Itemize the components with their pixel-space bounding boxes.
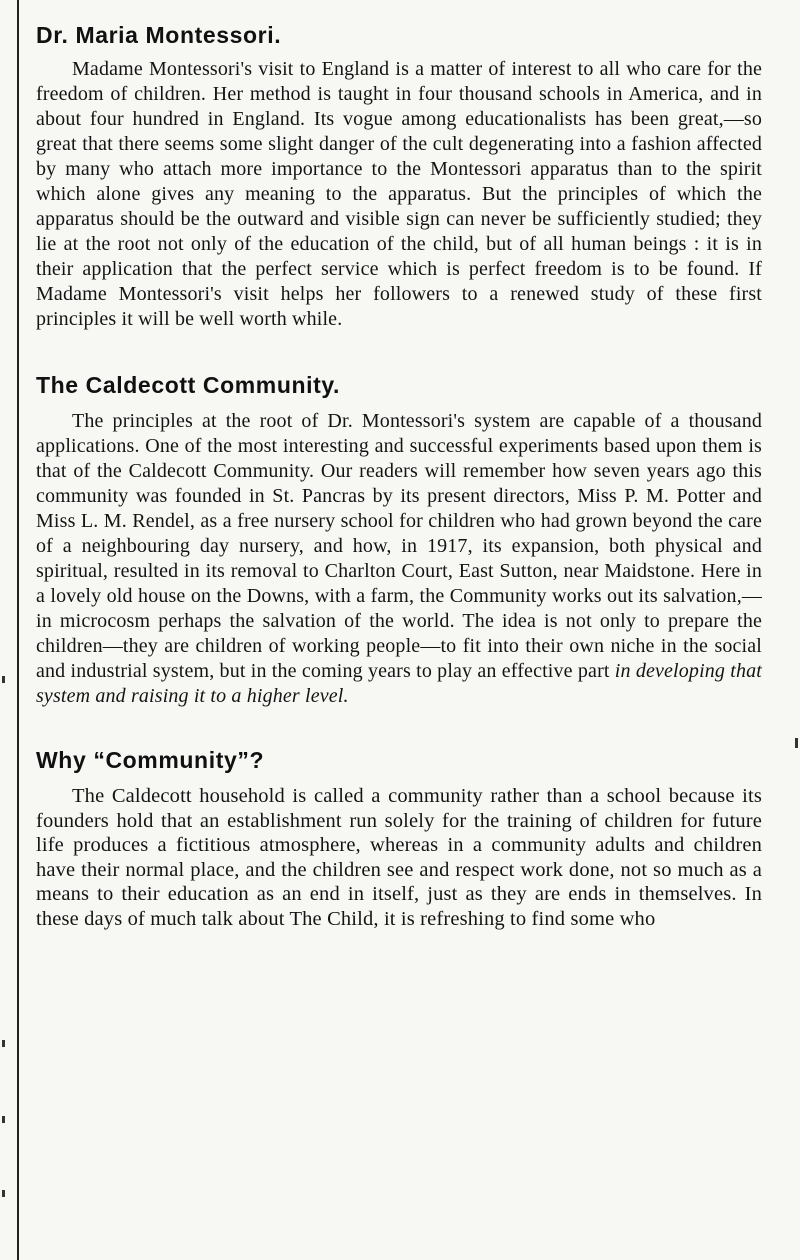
section-why-community [36, 747, 762, 932]
margin-mark [795, 738, 798, 748]
margin-mark [2, 1116, 5, 1123]
section-body: Madame Montessori's visit to England is a matter of interest to all who care for the freedom of children. Her method is taught in four thousand schools in America, and in about four hundred in England. Its vogue among educationalists has been great,—so great that there seems some slight danger of the cult degenerating into a fashion affected by many who attach more importance to the Montessori apparatus than to the spirit which alone gives any meaning to the apparatus. But the principles of which the apparatus should be the outward and visible sign can never be sufficiently studied; they lie at the root not only of the education of the child, but of all human beings : it is in their application that the perfect service which is perfect freedom is to be found. If Madame Montessori's visit helps her followers to a renewed study of these first principles it will be well worth while. [36, 58, 762, 330]
margin-mark [2, 1040, 5, 1047]
column-rule [17, 0, 19, 1260]
section-body: The Caldecott household is called a community rather than a school because its founders hold that an establishment run solely for the training of children for future life produces a fictitious atmosphere, whereas in a community adults and children have their normal place, and the children see and respect work done, not so much as a means to their education as an end in itself, just as they are ends in themselves. In these days of much talk about The Child, it is refreshing to find some who [36, 785, 762, 930]
section-heading: Dr. Maria Montessori. [36, 22, 282, 48]
article-column [36, 16, 762, 932]
margin-mark [2, 1190, 5, 1197]
section-caldecott [36, 372, 762, 709]
section-heading: The Caldecott Community. [36, 372, 341, 398]
section-body-italic: in developing that system and raising it to a higher level. [36, 660, 762, 707]
section-heading: Why “Community”? [36, 747, 265, 773]
section-montessori [36, 22, 762, 332]
section-body [36, 409, 762, 709]
margin-mark [2, 676, 5, 683]
section-body-text: The principles at the root of Dr. Montessori's system are capable of a thousand applications. One of the most interesting and successful experiments based upon them is that of the Caldecott Community. Our readers will remember how seven years ago this community was founded in St. Pancras by its present directors, Miss P. M. Potter and Miss L. M. Rendel, as a free nursery school for children who had grown beyond the care of a neighbouring day nursery, and how, in 1917, its expansion, both physical and spiritual, resulted in its removal to Charlton Court, East Sutton, near Maidstone. Here in a lovely old house on the Downs, with a farm, the Community works out its salvation,—in microcosm perhaps the salvation of the world. The idea is not only to prepare the children—they are children of working people—to fit into their own niche in the social and industrial system, but in the coming years to play an effective part [36, 410, 762, 682]
